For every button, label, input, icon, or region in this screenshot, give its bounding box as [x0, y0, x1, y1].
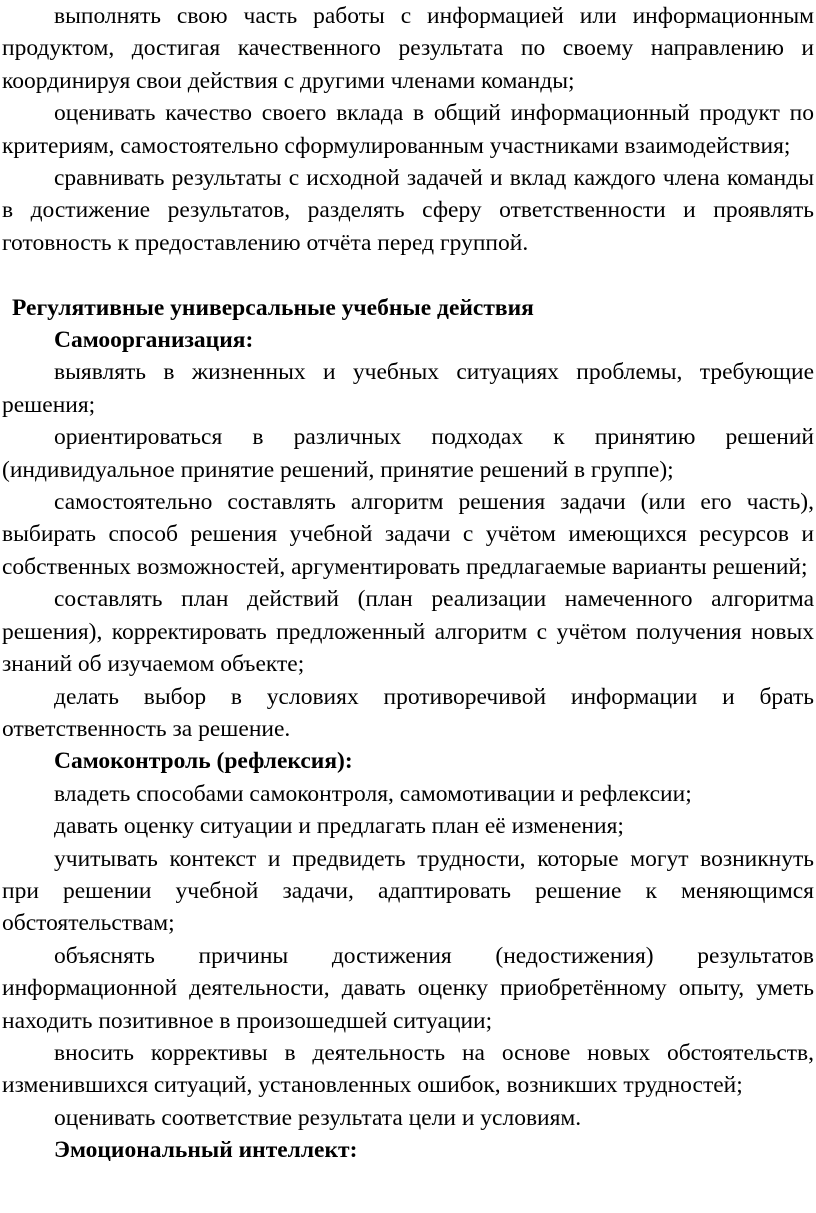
- section-heading: Регулятивные универсальные учебные действия: [12, 294, 534, 321]
- self-organization-item-5: делать выбор в условиях противоречивой информации и брать ответственность за решение.: [2, 683, 814, 742]
- self-control-item-5: вносить коррективы в деятельность на основе новых обстоятельств, изменившихся ситуаций, установленных ошибок, возникших трудностей;: [2, 1039, 814, 1099]
- self-organization-item-2: ориентироваться в различных подходах к принятию решений (индивидуальное принятие решений, принятие решений в группе);: [2, 424, 814, 483]
- self-organization-item-4: составлять план действий (план реализации намеченного алгоритма решения), корректировать предложенный алгоритм с учётом получения новых знаний об изучаемом объекте;: [2, 586, 814, 678]
- self-control-title: Самоконтроль (рефлексия):: [54, 748, 353, 775]
- self-control-item-1: владеть способами самоконтроля, самомотивации и рефлексии;: [54, 780, 692, 807]
- self-control-item-6: оценивать соответствие результата цели и условиям.: [54, 1104, 582, 1131]
- intro-paragraph-3: сравнивать результаты с исходной задачей и вклад каждого члена команды в достижение результатов, разделять сферу ответственности и проявлять готовность к предоставлению отчёта перед группой.: [2, 165, 814, 256]
- intro-paragraph-2: оценивать качество своего вклада в общий информационный продукт по критериям, самостоятельно сформулированным участниками взаимодействия;: [2, 100, 814, 159]
- emotional-intelligence-title: Эмоциональный интеллект:: [54, 1137, 358, 1164]
- blank-line: [2, 259, 814, 291]
- intro-paragraph-1: выполнять свою часть работы с информацией или информационным продуктом, достигая качественного результата по своему направлению и координируя свои действия с другими членами команды;: [2, 3, 814, 94]
- self-organization-item-3: самостоятельно составлять алгоритм решения задачи (или его часть), выбирать способ решения учебной задачи с учётом имеющихся ресурсов и собственных возможностей, аргументировать предлагаемые варианты решений;: [2, 489, 814, 580]
- self-organization-item-1: выявлять в жизненных и учебных ситуациях проблемы, требующие решения;: [2, 359, 814, 418]
- self-control-item-4: объяснять причины достижения (недостижения) результатов информационной деятельности, давать оценку приобретённому опыту, уметь находить позитивное в произошедшей ситуации;: [2, 942, 814, 1034]
- self-organization-title: Самоорганизация:: [54, 327, 254, 354]
- self-control-item-2: давать оценку ситуации и предлагать план её изменения;: [54, 813, 624, 840]
- self-control-item-3: учитывать контекст и предвидеть трудности, которые могут возникнуть при решении учебной задачи, адаптировать решение к меняющимся обстоятельствам;: [2, 845, 814, 937]
